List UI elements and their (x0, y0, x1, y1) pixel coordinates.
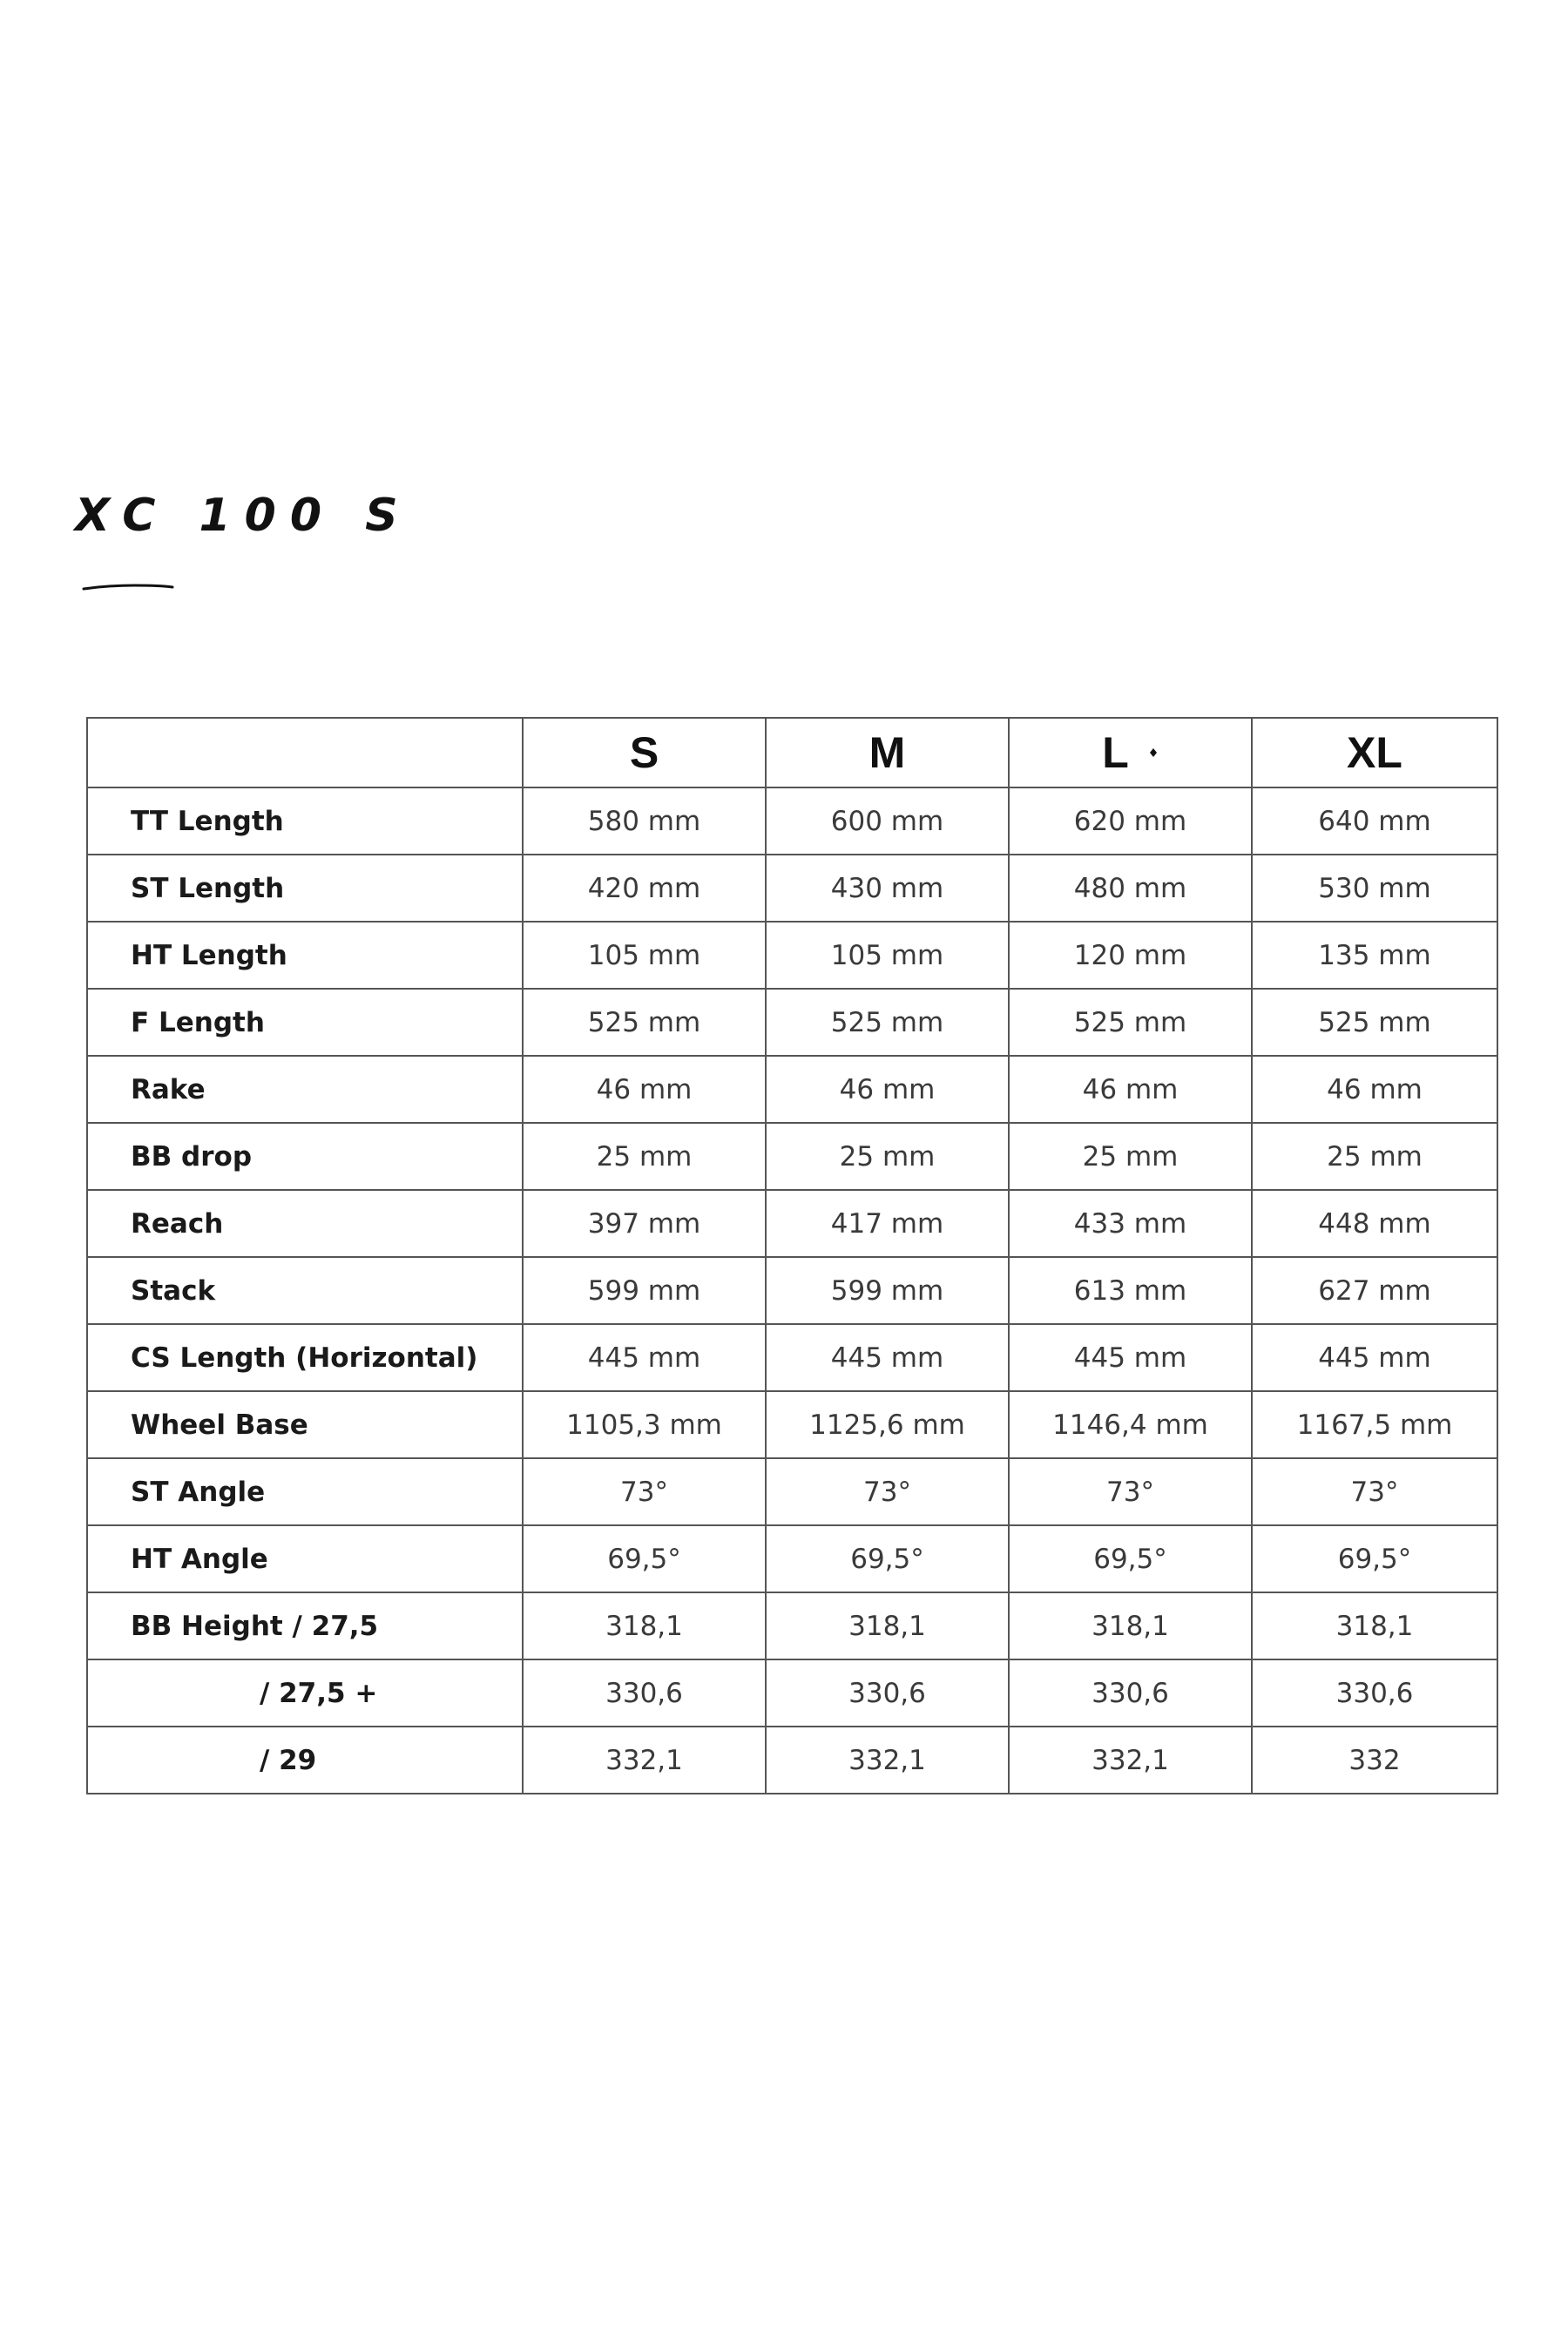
table-cell: 525 mm (1009, 989, 1252, 1056)
table-cell: 105 mm (766, 922, 1009, 989)
table-cell: 73° (1252, 1458, 1497, 1525)
table-cell: 1125,6 mm (766, 1391, 1009, 1458)
table-cell: 627 mm (1252, 1257, 1497, 1324)
row-label: Rake (87, 1056, 523, 1123)
table-cell: 613 mm (1009, 1257, 1252, 1324)
table-cell: 69,5° (523, 1525, 766, 1592)
table-cell: 620 mm (1009, 787, 1252, 855)
table-cell: 69,5° (1252, 1525, 1497, 1592)
table-cell: 433 mm (1009, 1190, 1252, 1257)
table-cell: 420 mm (523, 855, 766, 922)
table-row (87, 1324, 1497, 1391)
row-label: / 29 (87, 1727, 523, 1794)
table-cell: 120 mm (1009, 922, 1252, 989)
table-cell: 525 mm (766, 989, 1009, 1056)
table-cell: 445 mm (766, 1324, 1009, 1391)
table-cell: 25 mm (523, 1123, 766, 1190)
size-header-l-label: L (1102, 728, 1129, 777)
row-label: F Length (87, 989, 523, 1056)
table-row (87, 1257, 1497, 1324)
page-title: XC 100 S (75, 490, 412, 542)
table-row (87, 1056, 1497, 1123)
table-cell: 46 mm (523, 1056, 766, 1123)
table-cell: 73° (523, 1458, 766, 1525)
table-cell: 445 mm (1009, 1324, 1252, 1391)
size-header-m: M (766, 718, 1009, 787)
table-cell: 1105,3 mm (523, 1391, 766, 1458)
row-label: BB drop (87, 1123, 523, 1190)
table-row (87, 855, 1497, 922)
table-cell: 25 mm (1252, 1123, 1497, 1190)
table-row (87, 1659, 1497, 1727)
row-label: ST Angle (87, 1458, 523, 1525)
geometry-table (86, 717, 1498, 1794)
table-row (87, 1592, 1497, 1659)
table-cell: 318,1 (1252, 1592, 1497, 1659)
table-cell: 332,1 (1009, 1727, 1252, 1794)
table-cell: 105 mm (523, 922, 766, 989)
table-row (87, 1525, 1497, 1592)
table-cell: 599 mm (523, 1257, 766, 1324)
row-label: Stack (87, 1257, 523, 1324)
table-row (87, 922, 1497, 989)
table-cell: 580 mm (523, 787, 766, 855)
table-cell: 318,1 (766, 1592, 1009, 1659)
table-cell: 332,1 (766, 1727, 1009, 1794)
table-cell: 318,1 (523, 1592, 766, 1659)
table-row (87, 1391, 1497, 1458)
title-underline-decoration (82, 582, 174, 592)
table-cell: 397 mm (523, 1190, 766, 1257)
table-cell: 73° (766, 1458, 1009, 1525)
table-cell: 73° (1009, 1458, 1252, 1525)
row-label: TT Length (87, 787, 523, 855)
row-label: BB Height / 27,5 (87, 1592, 523, 1659)
table-cell: 525 mm (1252, 989, 1497, 1056)
table-cell: 135 mm (1252, 922, 1497, 989)
table-cell: 1146,4 mm (1009, 1391, 1252, 1458)
table-cell: 330,6 (1252, 1659, 1497, 1727)
table-cell: 330,6 (523, 1659, 766, 1727)
table-cell: 25 mm (766, 1123, 1009, 1190)
table-cell: 1167,5 mm (1252, 1391, 1497, 1458)
row-label: / 27,5 + (87, 1659, 523, 1727)
row-label: Wheel Base (87, 1391, 523, 1458)
table-cell: 600 mm (766, 787, 1009, 855)
row-label: Reach (87, 1190, 523, 1257)
table-cell: 46 mm (1252, 1056, 1497, 1123)
table-cell: 46 mm (766, 1056, 1009, 1123)
table-cell: 525 mm (523, 989, 766, 1056)
table-cell: 445 mm (1252, 1324, 1497, 1391)
table-row (87, 989, 1497, 1056)
size-header-xl: XL (1252, 718, 1497, 787)
table-cell: 69,5° (1009, 1525, 1252, 1592)
row-label: HT Angle (87, 1525, 523, 1592)
row-label: HT Length (87, 922, 523, 989)
header-corner-cell (87, 718, 523, 787)
table-cell: 480 mm (1009, 855, 1252, 922)
table-row (87, 1458, 1497, 1525)
table-row (87, 1123, 1497, 1190)
table-cell: 69,5° (766, 1525, 1009, 1592)
table-cell: 530 mm (1252, 855, 1497, 922)
table-cell: 599 mm (766, 1257, 1009, 1324)
diamond-icon (1148, 747, 1159, 758)
table-cell: 332,1 (523, 1727, 766, 1794)
table-row (87, 1727, 1497, 1794)
table-cell: 46 mm (1009, 1056, 1252, 1123)
table-cell: 445 mm (523, 1324, 766, 1391)
table-cell: 330,6 (1009, 1659, 1252, 1727)
table-row (87, 1190, 1497, 1257)
table-row (87, 787, 1497, 855)
table-cell: 640 mm (1252, 787, 1497, 855)
header-row (87, 718, 1497, 787)
table-cell: 430 mm (766, 855, 1009, 922)
size-header-s: S (523, 718, 766, 787)
row-label: ST Length (87, 855, 523, 922)
table-cell: 332 (1252, 1727, 1497, 1794)
table-cell: 330,6 (766, 1659, 1009, 1727)
table-cell: 25 mm (1009, 1123, 1252, 1190)
row-label: CS Length (Horizontal) (87, 1324, 523, 1391)
table-cell: 448 mm (1252, 1190, 1497, 1257)
table-cell: 417 mm (766, 1190, 1009, 1257)
table-cell: 318,1 (1009, 1592, 1252, 1659)
size-header-l (1009, 718, 1252, 787)
